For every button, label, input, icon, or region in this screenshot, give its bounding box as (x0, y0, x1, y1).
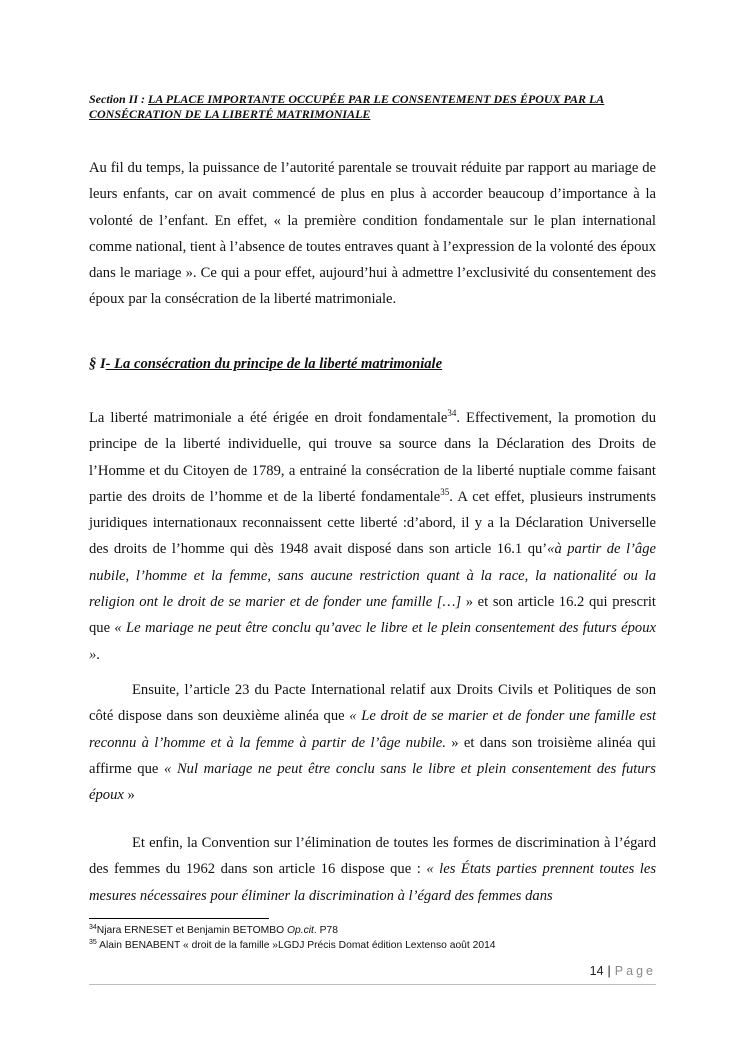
p3-quote-alinea-3: « Nul mariage ne peut être conclu sans le libre et plein consentement des futurs époux (89, 760, 656, 804)
footnotes (89, 924, 656, 953)
paragraph-liberte (89, 405, 656, 668)
footer-divider (89, 984, 656, 985)
paragraph-convention (89, 830, 656, 909)
subheading-title: - La consécration du principe de la liberté matrimoniale (105, 356, 443, 372)
p2-text-c: . A cet effet, plusieurs instruments juridiques internationaux reconnaissent cette liberté :d’abord, il y a la Déclaration Universelle des droits de l’homme qui dès 1948 avait disposé dans son article 16.1 qu’ (89, 488, 656, 558)
footnote-35 (89, 939, 656, 954)
footnote-ref-35[interactable]: 35 (440, 486, 450, 497)
page-number: 14 (589, 964, 604, 978)
footnote-text-end: . P78 (313, 925, 338, 936)
footnote-number: 35 (89, 938, 97, 946)
subheading-prefix: § I (89, 356, 106, 372)
p3-text-c: » (123, 787, 135, 804)
p3-text-b: » et dans son troisième alinéa qui affirme que (89, 734, 656, 777)
footnote-ref-34[interactable]: 34 (447, 408, 457, 418)
p2-text-d: » et son article 16.2 qui prescrit que (89, 594, 656, 637)
p2-quote-article-16-2: « Le mariage ne peut être conclu qu’avec le libre et le plein consentement des futurs époux » (89, 620, 656, 663)
p3-quote-alinea-2: « Le droit de se marier et de fonder une famille est reconnu à l’homme et à la femme à partir de l’âge nubile. (89, 708, 656, 751)
p2-text-b: . Effectivement, la promotion du principe de la liberté individuelle, qui trouve sa source dans la Déclaration des Droits de l’Homme et du Citoyen de 1789, a entrainé la consécration de la liberté nuptiale comme faisant partie des droits de l’homme et de la liberté fondamentale (89, 410, 656, 505)
section-separator: : (138, 92, 149, 106)
footnote-italic: Op.cit (286, 925, 314, 936)
section-title (89, 92, 656, 122)
footer-separator: | (607, 964, 611, 978)
section-heading-text: LA PLACE IMPORTANTE OCCUPÉE PAR LE CONSENTEMENT DES ÉPOUX PAR LA CONSÉCRATION DE LA LIBERTÉ MATRIMONIALE (89, 92, 605, 121)
intro-paragraph: Au fil du temps, la puissance de l’autorité parentale se trouvait réduite par rapport au mariage de leurs enfants, car on avait commencé de plus en plus à accorder beaucoup d’importance à la volonté de l’enfant. En effet, « la première condition fondamentale sur le plan international comme national, tient à l’absence de toutes entraves quant à l’expression de la volonté des époux dans le mariage ». Ce qui a pour effet, aujourd’hui à admettre l’exclusivité du consentement des époux par la consécration de la liberté matrimoniale. (89, 160, 656, 308)
footnote-number: 34 (89, 924, 97, 931)
page-label: Page (614, 964, 656, 978)
page-footer (590, 964, 656, 978)
footnote-text: Njara ERNESET et Benjamin BETOMBO (96, 925, 287, 936)
p4-quote-article-16: « les États parties prennent toutes les mesures nécessaires pour éliminer la discrimination à l’égard des femmes dans (89, 861, 657, 904)
footnote-text: Alain BENABENT « droit de la famille »LGDJ Précis Domat édition Lextenso août 2014 (96, 939, 496, 951)
p2-text-e: . (96, 646, 100, 663)
p4-text-a: Et enfin, la Convention sur l’élimination de toutes les formes de discrimination à l’égard des femmes du 1962 dans son article 16 dispose que : (89, 835, 656, 878)
paragraph-pacte (89, 677, 656, 808)
p3-text-a: Ensuite, l’article 23 du Pacte International relatif aux Droits Civils et Politiques de son côté dispose dans son deuxième alinéa que (89, 682, 656, 725)
subheading (89, 356, 442, 373)
p2-quote-article-16-1: «à partir de l’âge nubile, l’homme et la femme, sans aucune restriction quant à la race, la nationalité ou la religion ont le droit de se marier et de fonder une famille […] (89, 541, 656, 611)
p2-text-a: La liberté matrimoniale a été érigée en droit fondamentale (89, 410, 448, 426)
section-prefix: Section II (89, 92, 139, 106)
footnote-34 (89, 924, 656, 939)
footnote-divider (89, 918, 269, 919)
